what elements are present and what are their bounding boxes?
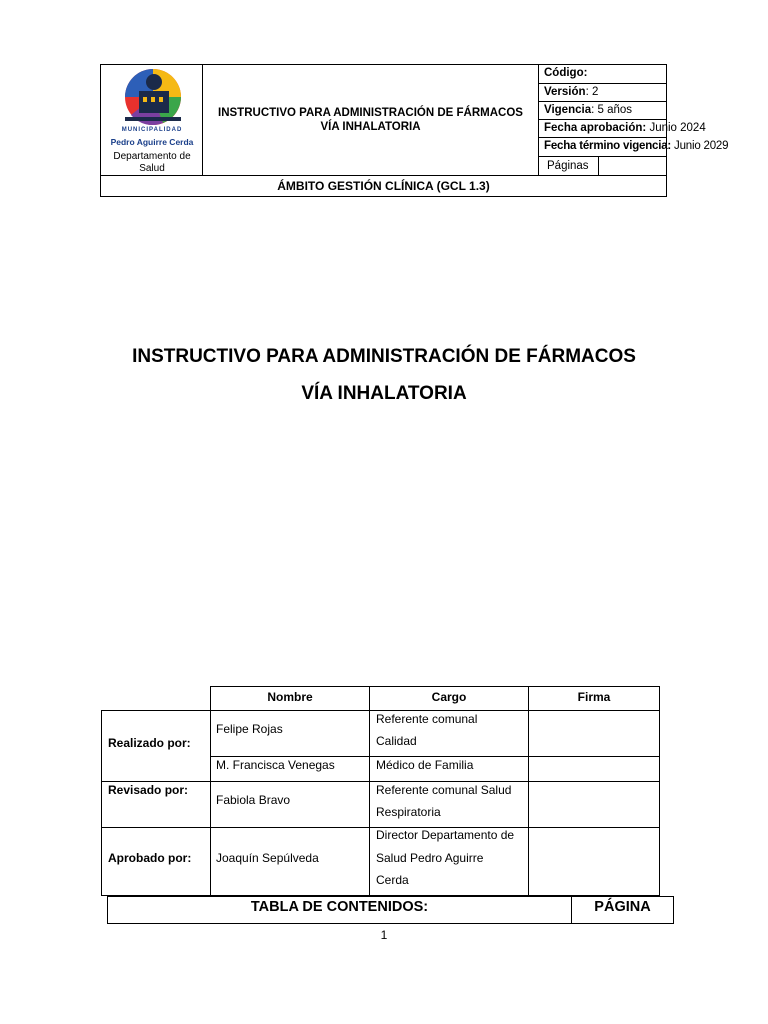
main-title-line-2: VÍA INHALATORIA [301, 383, 467, 404]
meta-termino-label: Fecha término vigencia: [544, 140, 672, 152]
signer-cargo-3-line-2: Respiratoria [376, 805, 441, 819]
meta-vigencia-value: : 5 años [591, 104, 633, 116]
municipality-logo-icon [117, 67, 187, 129]
meta-version [539, 84, 666, 102]
logo-cell [101, 65, 203, 175]
main-title [60, 338, 708, 412]
meta-version-label: Versión [544, 86, 586, 98]
meta-fecha-aprobacion [539, 120, 706, 138]
meta-aprobacion-value: Junio 2024 [646, 122, 706, 134]
logo-text-pedro-aguirre-cerda: Pedro Aguirre Cerda [110, 137, 194, 147]
signer-name-1: Felipe Rojas [216, 722, 283, 736]
signer-name-2: M. Francisca Venegas [216, 758, 335, 772]
signer-name-4: Joaquín Sepúlveda [216, 851, 319, 865]
signer-cargo-2-line-1: Médico de Familia [376, 758, 474, 772]
page-number: 1 [380, 928, 388, 942]
signer-cargo-4-line-1: Director Departamento de [376, 828, 515, 842]
col-header-cargo: Cargo [431, 690, 467, 704]
signer-cargo-4-line-2: Salud Pedro Aguirre [376, 851, 484, 865]
col-header-nombre: Nombre [267, 690, 313, 704]
row-label-aprobado: Aprobado por: [108, 851, 192, 865]
main-title-line-1: INSTRUCTIVO PARA ADMINISTRACIÓN DE FÁRMACOS [132, 346, 636, 367]
signer-cargo-1-line-2: Calidad [376, 734, 417, 748]
signature-table [101, 686, 660, 896]
header-doc-title-text: INSTRUCTIVO PARA ADMINISTRACIÓN DE FÁRMACOS VÍA INHALATORIA [218, 107, 523, 133]
department-name: Departamento de Salud [113, 151, 191, 174]
signer-cargo-4-line-3: Cerda [376, 873, 409, 887]
meta-vigencia-label: Vigencia [544, 104, 592, 116]
logo-text-municipalidad: MUNICIPALIDAD [121, 127, 183, 133]
meta-paginas-label: Páginas [539, 157, 599, 176]
signer-name-3: Fabiola Bravo [216, 793, 291, 807]
meta-termino-value: Junio 2029 [671, 140, 729, 152]
toc-pagina-column: PÁGINA [594, 899, 651, 915]
meta-codigo [539, 65, 666, 84]
col-header-firma: Firma [577, 690, 611, 704]
meta-version-value: : 2 [585, 86, 599, 98]
table-of-contents-header [107, 896, 674, 924]
document-header [100, 64, 729, 197]
row-label-revisado: Revisado por: [108, 783, 189, 797]
meta-codigo-label: Código: [544, 67, 588, 79]
meta-aprobacion-label: Fecha aprobación: [544, 122, 647, 134]
meta-vigencia [539, 102, 666, 120]
toc-title: TABLA DE CONTENIDOS: [108, 897, 572, 923]
signer-cargo-1-line-1: Referente comunal [376, 712, 478, 726]
meta-fecha-termino [539, 138, 729, 157]
meta-paginas [539, 157, 666, 175]
header-doc-title [203, 65, 539, 175]
header-metadata [539, 65, 729, 175]
row-label-realizado: Realizado por: [108, 736, 191, 750]
ambito-row: ÁMBITO GESTIÓN CLÍNICA (GCL 1.3) [101, 175, 666, 196]
signer-cargo-3-line-1: Referente comunal Salud [376, 783, 512, 797]
